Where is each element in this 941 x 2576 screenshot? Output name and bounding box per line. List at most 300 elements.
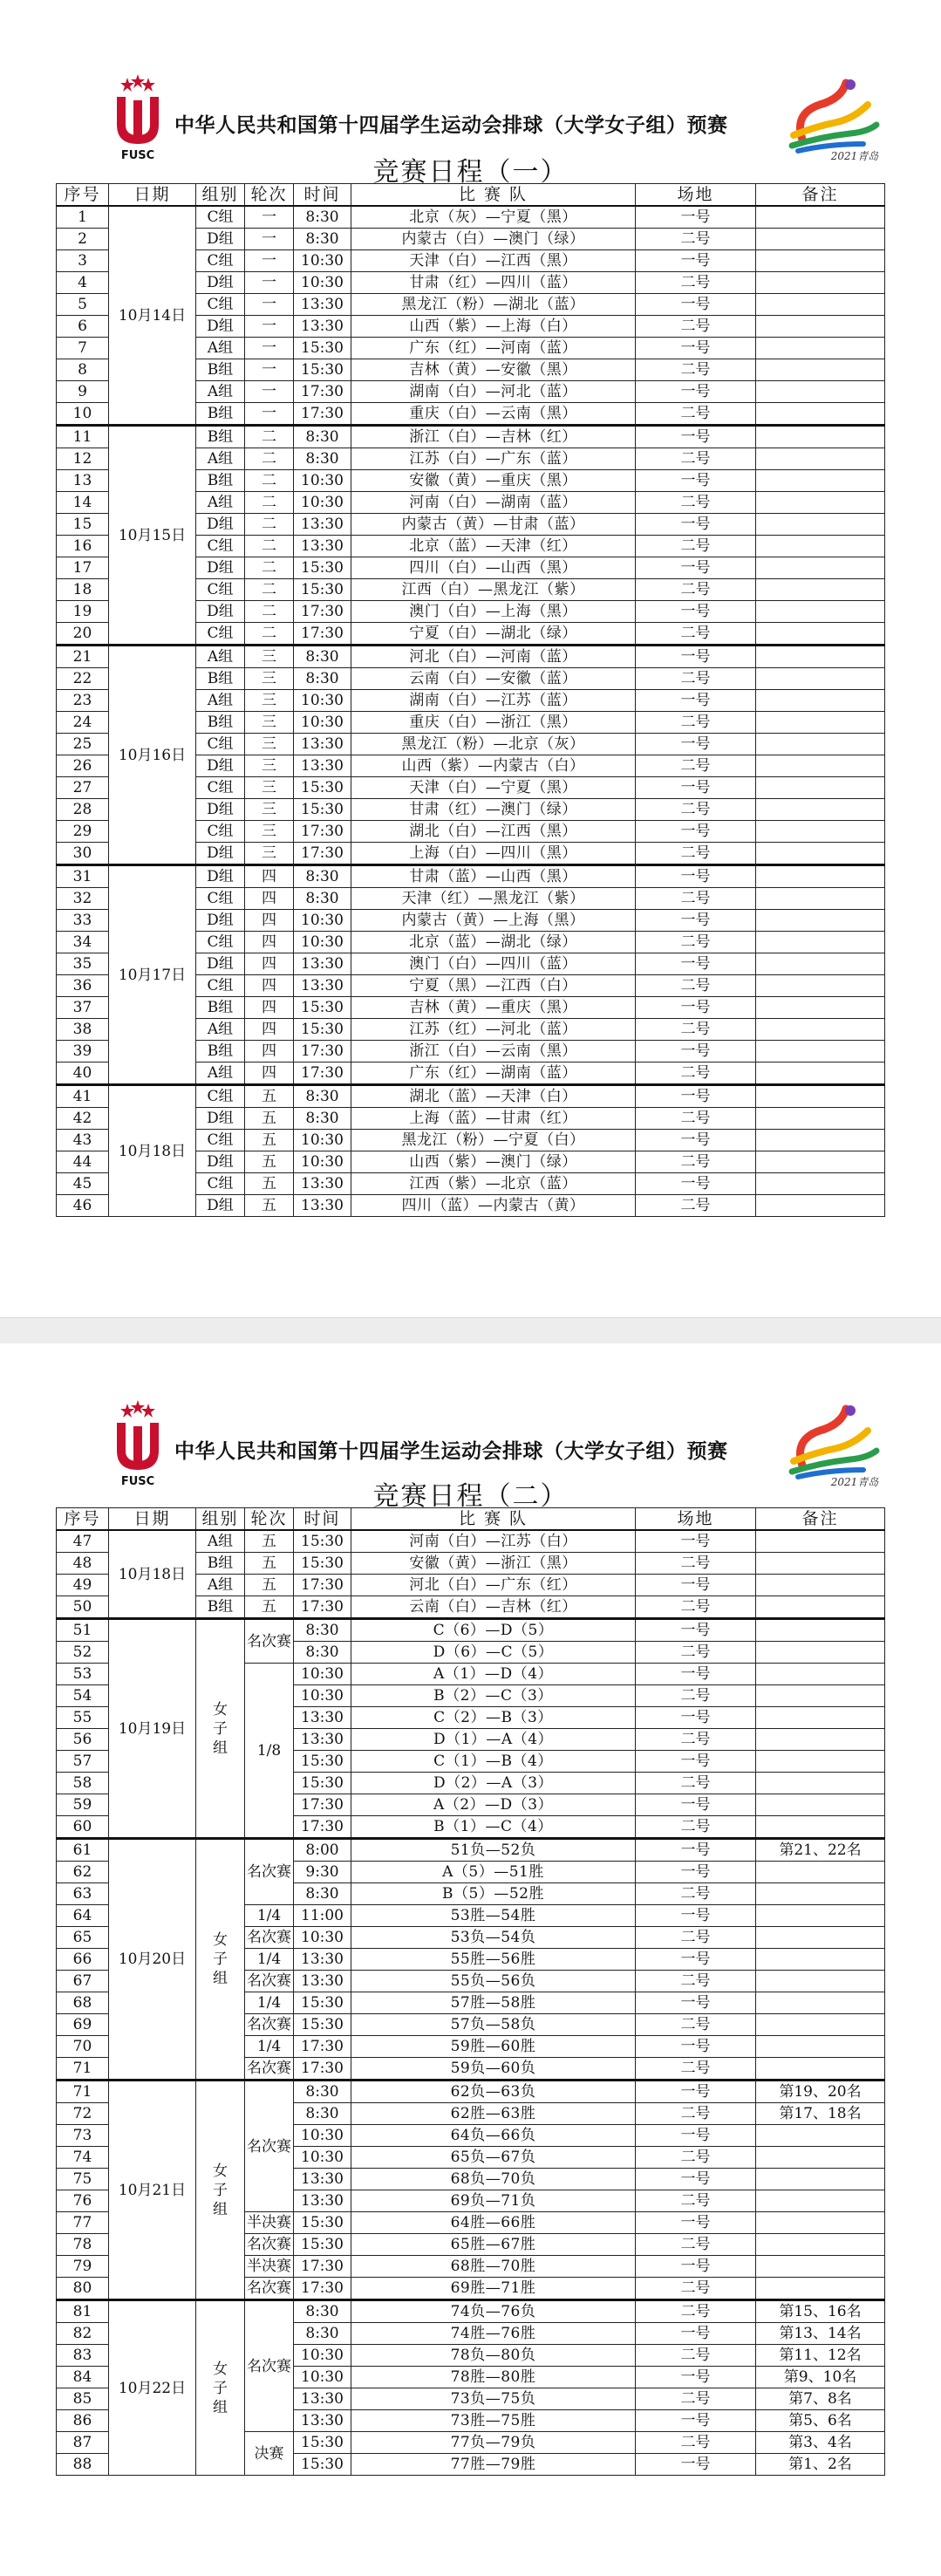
match-note: 第19、20名 <box>756 2081 885 2103</box>
match-note <box>756 1992 885 2014</box>
match-group: C组 <box>196 623 245 646</box>
table-row <box>57 1839 885 1862</box>
match-note <box>756 470 885 492</box>
match-note <box>756 1862 885 1883</box>
match-note: 第13、14名 <box>756 2323 885 2345</box>
document-title: 中华人民共和国第十四届学生运动会排球（大学女子组）预赛 <box>174 1440 728 1463</box>
match-number: 19 <box>57 601 109 623</box>
match-number: 81 <box>57 2300 109 2323</box>
svg-text:2021青岛: 2021青岛 <box>830 1476 879 1487</box>
fusc-logo-icon <box>112 74 164 161</box>
match-note <box>756 250 885 272</box>
match-time: 10:30 <box>294 712 351 734</box>
match-venue: 一号 <box>636 2125 756 2147</box>
match-time: 8:30 <box>294 1642 351 1664</box>
table-row <box>57 1530 885 1553</box>
match-group: B组 <box>196 1553 245 1575</box>
match-date: 10月16日 <box>109 646 196 865</box>
match-time: 10:30 <box>294 1130 351 1151</box>
match-time: 15:30 <box>294 579 351 601</box>
match-venue: 一号 <box>636 2454 756 2476</box>
match-venue: 二号 <box>636 1063 756 1085</box>
match-venue: 二号 <box>636 1773 756 1794</box>
match-venue: 二号 <box>636 2190 756 2212</box>
match-number: 2 <box>57 229 109 250</box>
match-number: 30 <box>57 843 109 865</box>
match-teams: 73胜—75胜 <box>351 2410 636 2432</box>
games-emblem-icon <box>767 74 890 161</box>
match-note <box>756 1195 885 1217</box>
match-venue: 二号 <box>636 403 756 426</box>
match-venue: 一号 <box>636 557 756 579</box>
match-note: 第11、12名 <box>756 2345 885 2367</box>
match-note <box>756 1085 885 1108</box>
match-round: 四 <box>245 1041 294 1063</box>
match-time: 8:30 <box>294 448 351 470</box>
match-teams: 澳门（白）—四川（蓝） <box>351 953 636 975</box>
match-note <box>756 1619 885 1642</box>
match-round: 二 <box>245 557 294 579</box>
match-group: D组 <box>196 316 245 338</box>
match-group: C组 <box>196 206 245 229</box>
match-number: 87 <box>57 2432 109 2454</box>
table-row <box>57 206 885 229</box>
match-round: 五 <box>245 1575 294 1596</box>
match-number: 37 <box>57 997 109 1019</box>
match-group: C组 <box>196 579 245 601</box>
match-number: 31 <box>57 865 109 888</box>
match-number: 47 <box>57 1530 109 1553</box>
match-time: 13:30 <box>294 1949 351 1971</box>
match-time: 15:30 <box>294 2432 351 2454</box>
match-teams: 55负—56负 <box>351 1971 636 1992</box>
match-time: 15:30 <box>294 1019 351 1041</box>
match-venue: 二号 <box>636 579 756 601</box>
column-header: 组别 <box>196 184 245 207</box>
match-number: 66 <box>57 1949 109 1971</box>
match-group: A组 <box>196 338 245 359</box>
match-round: 一 <box>245 206 294 229</box>
match-venue: 二号 <box>636 1019 756 1041</box>
match-number: 14 <box>57 492 109 514</box>
match-teams: 北京（灰）—宁夏（黑） <box>351 206 636 229</box>
match-round: 名次赛 <box>245 2278 294 2300</box>
match-note <box>756 514 885 536</box>
match-venue: 一号 <box>636 1905 756 1927</box>
match-round: 一 <box>245 250 294 272</box>
match-note <box>756 1530 885 1553</box>
match-note <box>756 1883 885 1905</box>
match-teams: 74胜—76胜 <box>351 2323 636 2345</box>
match-venue: 二号 <box>636 536 756 557</box>
match-group: D组 <box>196 1195 245 1217</box>
match-round: 一 <box>245 338 294 359</box>
match-round: 三 <box>245 843 294 865</box>
match-teams: 黑龙江（粉）—北京（灰） <box>351 734 636 755</box>
match-number: 52 <box>57 1642 109 1664</box>
match-number: 6 <box>57 316 109 338</box>
match-venue: 二号 <box>636 799 756 821</box>
match-date: 10月18日 <box>109 1530 196 1619</box>
match-round: 名次赛 <box>245 1839 294 1905</box>
match-number: 68 <box>57 1992 109 2014</box>
match-number: 25 <box>57 734 109 755</box>
match-round: 二 <box>245 492 294 514</box>
match-venue: 一号 <box>636 734 756 755</box>
match-time: 8:30 <box>294 2300 351 2323</box>
match-venue: 二号 <box>636 359 756 381</box>
match-time: 8:30 <box>294 865 351 888</box>
match-group: D组 <box>196 755 245 777</box>
match-note <box>756 579 885 601</box>
match-number: 43 <box>57 1130 109 1151</box>
match-note <box>756 294 885 316</box>
table-row <box>57 2300 885 2323</box>
match-teams: 74负—76负 <box>351 2300 636 2323</box>
match-number: 80 <box>57 2278 109 2300</box>
match-venue: 二号 <box>636 2345 756 2367</box>
match-round: 一 <box>245 381 294 403</box>
table-row <box>57 865 885 888</box>
match-teams: 73负—75负 <box>351 2388 636 2410</box>
match-round: 1/8 <box>245 1664 294 1839</box>
match-group: 女 子 组 <box>196 1839 245 2081</box>
match-venue: 一号 <box>636 1130 756 1151</box>
match-venue: 二号 <box>636 229 756 250</box>
match-number: 60 <box>57 1816 109 1839</box>
match-note <box>756 953 885 975</box>
match-round: 四 <box>245 975 294 997</box>
match-teams: 湖北（蓝）—天津（白） <box>351 1085 636 1108</box>
match-teams: 62胜—63胜 <box>351 2103 636 2125</box>
match-time: 17:30 <box>294 2256 351 2278</box>
match-time: 8:30 <box>294 646 351 668</box>
match-time: 13:30 <box>294 1173 351 1195</box>
schedule-table <box>56 183 885 1217</box>
match-venue: 一号 <box>636 953 756 975</box>
match-teams: 上海（蓝）—甘肃（红） <box>351 1108 636 1130</box>
match-time: 8:30 <box>294 1883 351 1905</box>
match-note <box>756 492 885 514</box>
match-date: 10月14日 <box>109 206 196 426</box>
match-number: 57 <box>57 1751 109 1773</box>
match-round: 1/4 <box>245 2036 294 2058</box>
match-venue: 一号 <box>636 1041 756 1063</box>
match-number: 75 <box>57 2169 109 2190</box>
match-note <box>756 229 885 250</box>
match-number: 13 <box>57 470 109 492</box>
match-group: D组 <box>196 272 245 294</box>
match-number: 41 <box>57 1085 109 1108</box>
match-group: A组 <box>196 1063 245 1085</box>
match-teams: 山西（紫）—上海（白） <box>351 316 636 338</box>
match-teams: 山西（紫）—内蒙古（白） <box>351 755 636 777</box>
match-note <box>756 1816 885 1839</box>
match-round: 名次赛 <box>245 1619 294 1664</box>
match-round: 二 <box>245 448 294 470</box>
match-time: 8:30 <box>294 426 351 448</box>
match-venue: 一号 <box>636 1862 756 1883</box>
column-header: 轮次 <box>245 1508 294 1531</box>
match-date: 10月15日 <box>109 426 196 646</box>
match-teams: 浙江（白）—云南（黑） <box>351 1041 636 1063</box>
match-group: C组 <box>196 777 245 799</box>
match-teams: A（2）—D（3） <box>351 1794 636 1816</box>
column-header: 序号 <box>57 1508 109 1531</box>
match-note <box>756 2190 885 2212</box>
match-time: 17:30 <box>294 2036 351 2058</box>
match-group: 女 子 组 <box>196 2300 245 2476</box>
match-note <box>756 888 885 910</box>
match-venue: 二号 <box>636 1553 756 1575</box>
match-number: 56 <box>57 1729 109 1751</box>
match-note: 第21、22名 <box>756 1839 885 1862</box>
match-venue: 一号 <box>636 1707 756 1729</box>
match-number: 12 <box>57 448 109 470</box>
match-number: 32 <box>57 888 109 910</box>
match-teams: 69胜—71胜 <box>351 2278 636 2300</box>
match-teams: 河北（白）—河南（蓝） <box>351 646 636 668</box>
match-teams: C（1）—B（4） <box>351 1751 636 1773</box>
match-group: C组 <box>196 294 245 316</box>
match-round: 决赛 <box>245 2432 294 2476</box>
match-teams: B（1）—C（4） <box>351 1816 636 1839</box>
match-note <box>756 206 885 229</box>
match-time: 17:30 <box>294 1575 351 1596</box>
match-teams: 甘肃（红）—澳门（绿） <box>351 799 636 821</box>
match-note <box>756 1927 885 1949</box>
match-round: 名次赛 <box>245 2234 294 2256</box>
match-venue: 一号 <box>636 601 756 623</box>
match-note <box>756 359 885 381</box>
match-note <box>756 1751 885 1773</box>
match-venue: 一号 <box>636 338 756 359</box>
match-group: B组 <box>196 470 245 492</box>
match-time: 17:30 <box>294 601 351 623</box>
match-round: 五 <box>245 1130 294 1151</box>
match-venue: 二号 <box>636 975 756 997</box>
match-teams: 宁夏（黑）—江西（白） <box>351 975 636 997</box>
match-number: 18 <box>57 579 109 601</box>
match-venue: 一号 <box>636 646 756 668</box>
match-note <box>756 1905 885 1927</box>
match-note <box>756 865 885 888</box>
match-group: C组 <box>196 1085 245 1108</box>
match-round: 四 <box>245 888 294 910</box>
match-number: 11 <box>57 426 109 448</box>
match-time: 8:30 <box>294 1085 351 1108</box>
match-round: 三 <box>245 734 294 755</box>
match-note: 第5、6名 <box>756 2410 885 2432</box>
match-teams: 河北（白）—广东（红） <box>351 1575 636 1596</box>
match-number: 16 <box>57 536 109 557</box>
match-time: 15:30 <box>294 799 351 821</box>
match-number: 67 <box>57 1971 109 1992</box>
match-time: 17:30 <box>294 1596 351 1619</box>
match-venue: 二号 <box>636 1816 756 1839</box>
match-number: 15 <box>57 514 109 536</box>
match-date: 10月17日 <box>109 865 196 1085</box>
match-teams: 62负—63负 <box>351 2081 636 2103</box>
match-time: 17:30 <box>294 2278 351 2300</box>
match-group: C组 <box>196 888 245 910</box>
document-title: 中华人民共和国第十四届学生运动会排球（大学女子组）预赛 <box>174 114 728 137</box>
match-number: 39 <box>57 1041 109 1063</box>
match-time: 13:30 <box>294 1195 351 1217</box>
match-time: 11:00 <box>294 1905 351 1927</box>
match-time: 13:30 <box>294 975 351 997</box>
match-note <box>756 381 885 403</box>
match-number: 26 <box>57 755 109 777</box>
match-teams: 湖北（白）—江西（黑） <box>351 821 636 843</box>
match-venue: 一号 <box>636 2256 756 2278</box>
match-number: 17 <box>57 557 109 579</box>
match-group: D组 <box>196 557 245 579</box>
match-note <box>756 799 885 821</box>
match-note: 第15、16名 <box>756 2300 885 2323</box>
match-time: 15:30 <box>294 557 351 579</box>
match-group: A组 <box>196 1530 245 1553</box>
match-note <box>756 932 885 953</box>
match-time: 15:30 <box>294 1773 351 1794</box>
match-number: 48 <box>57 1553 109 1575</box>
match-number: 1 <box>57 206 109 229</box>
match-round: 名次赛 <box>245 1971 294 1992</box>
svg-text:FUSC: FUSC <box>120 149 155 161</box>
match-time: 13:30 <box>294 755 351 777</box>
match-number: 69 <box>57 2014 109 2036</box>
match-time: 17:30 <box>294 1041 351 1063</box>
match-note <box>756 997 885 1019</box>
match-venue: 一号 <box>636 1619 756 1642</box>
match-time: 10:30 <box>294 492 351 514</box>
table-row <box>57 1085 885 1108</box>
match-round: 四 <box>245 910 294 932</box>
svg-text:2021青岛: 2021青岛 <box>830 150 879 161</box>
match-round: 四 <box>245 997 294 1019</box>
match-round: 三 <box>245 821 294 843</box>
match-round: 二 <box>245 514 294 536</box>
match-group: A组 <box>196 1019 245 1041</box>
match-time: 10:30 <box>294 1151 351 1173</box>
match-venue: 二号 <box>636 932 756 953</box>
match-note <box>756 1063 885 1085</box>
match-time: 8:30 <box>294 1108 351 1130</box>
match-group: D组 <box>196 953 245 975</box>
match-number: 9 <box>57 381 109 403</box>
match-note <box>756 975 885 997</box>
match-venue: 一号 <box>636 206 756 229</box>
match-round: 名次赛 <box>245 2300 294 2432</box>
match-teams: 天津（白）—宁夏（黑） <box>351 777 636 799</box>
table-header-row <box>57 1508 885 1531</box>
match-group: D组 <box>196 1108 245 1130</box>
match-round: 三 <box>245 712 294 734</box>
match-time: 10:30 <box>294 470 351 492</box>
column-header: 场地 <box>636 184 756 207</box>
match-time: 8:30 <box>294 2081 351 2103</box>
match-number: 28 <box>57 799 109 821</box>
match-note <box>756 2169 885 2190</box>
match-venue: 一号 <box>636 1530 756 1553</box>
match-number: 88 <box>57 2454 109 2476</box>
match-round: 二 <box>245 426 294 448</box>
match-teams: 四川（白）—山西（黑） <box>351 557 636 579</box>
match-time: 15:30 <box>294 777 351 799</box>
match-note <box>756 426 885 448</box>
match-venue: 一号 <box>636 426 756 448</box>
match-teams: 天津（白）—江西（黑） <box>351 250 636 272</box>
match-time: 10:30 <box>294 2367 351 2388</box>
match-group: C组 <box>196 536 245 557</box>
match-time: 9:30 <box>294 1862 351 1883</box>
match-number: 84 <box>57 2367 109 2388</box>
match-note <box>756 1949 885 1971</box>
match-teams: A（5）—51胜 <box>351 1862 636 1883</box>
match-venue: 一号 <box>636 821 756 843</box>
match-number: 21 <box>57 646 109 668</box>
match-note <box>756 1685 885 1707</box>
match-group: A组 <box>196 492 245 514</box>
column-header: 场地 <box>636 1508 756 1531</box>
match-venue: 一号 <box>636 910 756 932</box>
match-group: 女 子 组 <box>196 1619 245 1839</box>
match-time: 15:30 <box>294 2014 351 2036</box>
match-teams: 江苏（红）—河北（蓝） <box>351 1019 636 1041</box>
match-time: 17:30 <box>294 821 351 843</box>
match-teams: 河南（白）—江苏（白） <box>351 1530 636 1553</box>
match-venue: 一号 <box>636 1751 756 1773</box>
match-teams: 云南（白）—安徽（蓝） <box>351 668 636 690</box>
match-note <box>756 2234 885 2256</box>
match-number: 54 <box>57 1685 109 1707</box>
match-round: 四 <box>245 1063 294 1085</box>
match-venue: 二号 <box>636 1151 756 1173</box>
match-group: 女 子 组 <box>196 2081 245 2300</box>
match-note <box>756 1173 885 1195</box>
match-note <box>756 668 885 690</box>
match-time: 10:30 <box>294 2125 351 2147</box>
match-venue: 一号 <box>636 690 756 712</box>
match-round: 三 <box>245 690 294 712</box>
match-note <box>756 557 885 579</box>
match-group: C组 <box>196 932 245 953</box>
match-teams: 北京（蓝）—湖北（绿） <box>351 932 636 953</box>
match-number: 4 <box>57 272 109 294</box>
match-group: D组 <box>196 799 245 821</box>
match-round: 名次赛 <box>245 2081 294 2212</box>
match-venue: 二号 <box>636 712 756 734</box>
match-time: 8:30 <box>294 2323 351 2345</box>
match-number: 3 <box>57 250 109 272</box>
match-group: C组 <box>196 1173 245 1195</box>
match-note <box>756 1130 885 1151</box>
match-round: 四 <box>245 1019 294 1041</box>
match-note: 第1、2名 <box>756 2454 885 2476</box>
match-number: 23 <box>57 690 109 712</box>
column-header: 序号 <box>57 184 109 207</box>
match-teams: 内蒙古（黄）—甘肃（蓝） <box>351 514 636 536</box>
match-note <box>756 1041 885 1063</box>
match-time: 15:30 <box>294 2454 351 2476</box>
match-number: 72 <box>57 2103 109 2125</box>
match-group: B组 <box>196 1041 245 1063</box>
match-note <box>756 338 885 359</box>
match-number: 20 <box>57 623 109 646</box>
match-round: 半决赛 <box>245 2256 294 2278</box>
match-venue: 二号 <box>636 1927 756 1949</box>
match-venue: 一号 <box>636 470 756 492</box>
